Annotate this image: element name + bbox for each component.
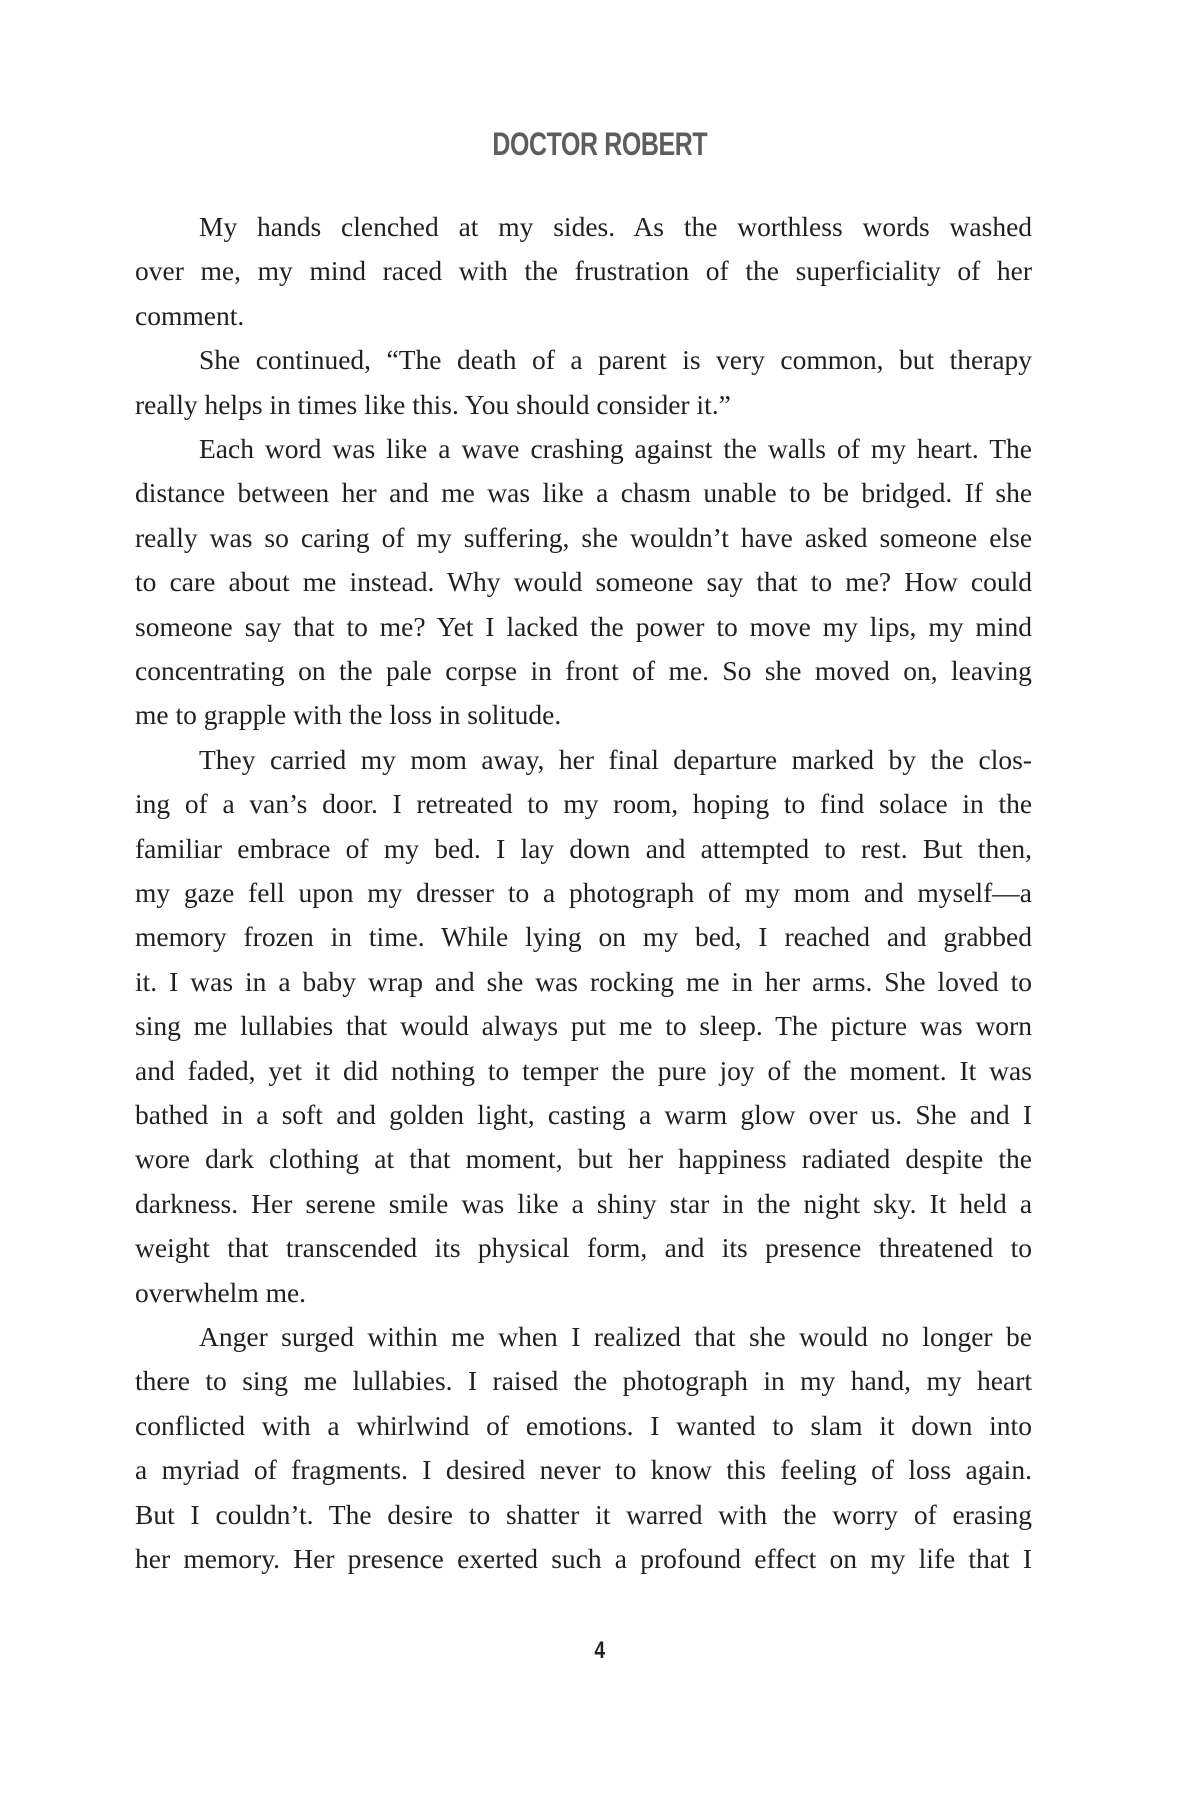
text-line (135, 693, 1032, 737)
line-text: comment. (135, 299, 245, 331)
text-line (135, 1049, 1032, 1093)
line-text: overwhelm me. (135, 1276, 307, 1308)
paragraph-first-line (135, 1315, 1032, 1359)
text-line (135, 1359, 1032, 1403)
paragraph-first-line (135, 427, 1032, 471)
text-line (135, 1404, 1032, 1448)
line-text: there to sing me lullabies. I raised the photograph in my hand, my heart (135, 1365, 1032, 1397)
line-text: and faded, yet it did nothing to temper the pure joy of the moment. It was (135, 1054, 1032, 1086)
line-text: darkness. Her serene smile was like a shiny star in the night sky. It held a (135, 1187, 1033, 1219)
line-text: my gaze fell upon my dresser to a photograph of my mom and myself—a (135, 877, 1032, 908)
running-head-text: DOCTOR ROBERT (492, 126, 708, 162)
text-line (135, 1537, 1032, 1581)
text-line (135, 1093, 1032, 1137)
text-line (135, 1271, 1032, 1315)
line-text: really was so caring of my suffering, she wouldn’t have asked someone else (135, 521, 1033, 553)
line-text: familiar embrace of my bed. I lay down and attempted to rest. But then, (135, 832, 1033, 864)
running-head (0, 128, 1200, 160)
line-text: really helps in times like this. You should consider it.” (135, 388, 731, 420)
line-text: me to grapple with the loss in solitude. (135, 699, 562, 731)
line-text: My hands clenched at my sides. As the worthless words washed (199, 211, 1033, 242)
line-text: ing of a van’s door. I retreated to my room, hoping to find solace in the (135, 788, 1033, 820)
text-line (135, 294, 1032, 338)
text-line (135, 560, 1032, 604)
paragraph-first-line (135, 205, 1032, 249)
text-line (135, 1182, 1032, 1226)
line-text: bathed in a soft and golden light, casting a warm glow over us. She and I (135, 1099, 1032, 1130)
line-text: concentrating on the pale corpse in front of me. So she moved on, leaving (135, 655, 1032, 686)
paragraph-first-line (135, 338, 1032, 382)
line-text: it. I was in a baby wrap and she was rocking me in her arms. She loved to (135, 965, 1032, 997)
text-line (135, 471, 1032, 515)
text-line (135, 605, 1032, 649)
text-line (135, 1226, 1032, 1270)
text-line (135, 516, 1032, 560)
text-line (135, 960, 1032, 1004)
line-text: conflicted with a whirlwind of emotions. I wanted to slam it down into (135, 1409, 1032, 1441)
line-text: Each word was like a wave crashing against the walls of my heart. The (199, 433, 1032, 464)
text-line (135, 1137, 1032, 1181)
page-number-text: 4 (594, 1637, 606, 1664)
text-line (135, 915, 1032, 959)
text-line (135, 782, 1032, 826)
text-line (135, 871, 1032, 915)
line-text: a myriad of fragments. I desired never to know this feeling of loss again. (135, 1454, 1032, 1486)
line-text: Anger surged within me when I realized that she would no longer be (199, 1321, 1032, 1352)
page-number (0, 1638, 1200, 1664)
line-text: They carried my mom away, her final departure marked by the clos- (199, 743, 1032, 775)
paragraph-first-line (135, 738, 1032, 782)
text-line (135, 1493, 1032, 1537)
text-line (135, 249, 1032, 293)
line-text: to care about me instead. Why would someone say that to me? How could (135, 566, 1033, 598)
line-text: She continued, “The death of a parent is very common, but therapy (199, 344, 1033, 376)
line-text: distance between her and me was like a chasm unable to be bridged. If she (135, 477, 1033, 509)
text-line (135, 1004, 1032, 1048)
text-line (135, 1448, 1032, 1492)
line-text: sing me lullabies that would always put me to sleep. The picture was worn (135, 1010, 1032, 1042)
text-line (135, 649, 1032, 693)
line-text: someone say that to me? Yet I lacked the power to move my lips, my mind (135, 610, 1032, 642)
line-text: wore dark clothing at that moment, but her happiness radiated despite the (135, 1143, 1032, 1175)
line-text: her memory. Her presence exerted such a profound effect on my life that I (135, 1543, 1033, 1574)
line-text: over me, my mind raced with the frustration of the superficiality of her (135, 255, 1033, 287)
line-text: memory frozen in time. While lying on my bed, I reached and grabbed (135, 921, 1032, 953)
text-line (135, 383, 1032, 427)
line-text: But I couldn’t. The desire to shatter it warred with the worry of erasing (135, 1498, 1032, 1530)
line-text: weight that transcended its physical form, and its presence threatened to (135, 1232, 1032, 1264)
text-line (135, 827, 1032, 871)
